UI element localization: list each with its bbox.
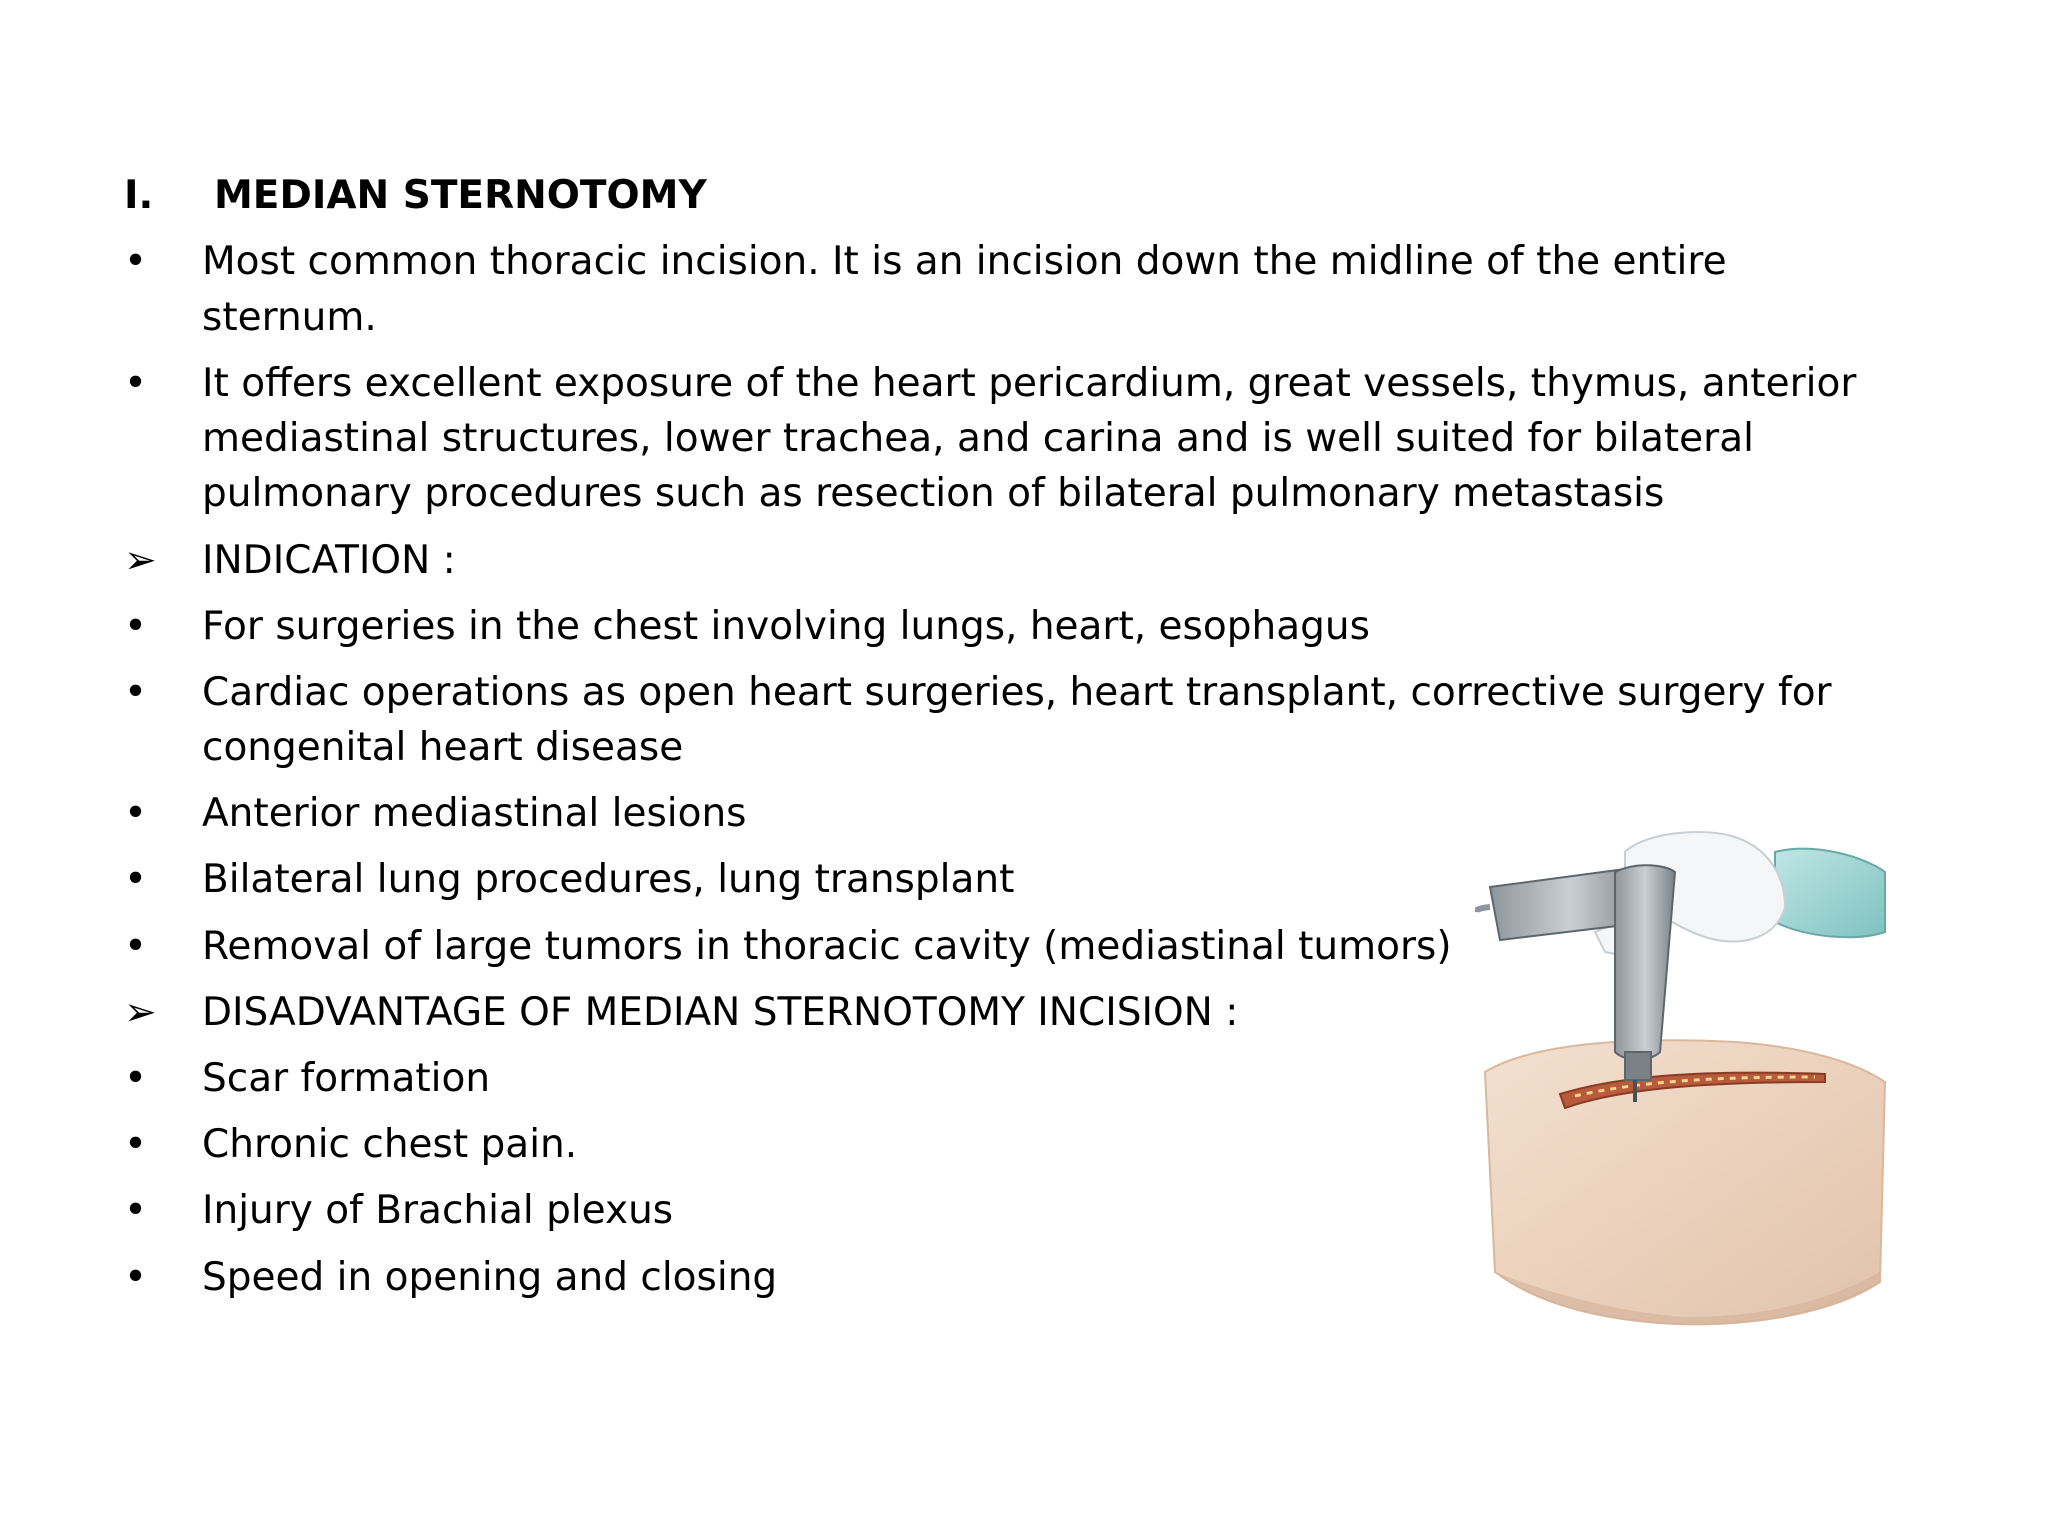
disadvantage-item-3: Injury of Brachial plexus xyxy=(202,1188,674,1233)
intro-bullet-1-line-1: Most common thoracic incision. It is an incision down the midline of the entire xyxy=(202,239,1727,284)
disadvantage-item-4: Speed in opening and closing xyxy=(202,1255,778,1300)
indication-item-2-line-1: Cardiac operations as open heart surgeries, heart transplant, corrective surgery for xyxy=(202,670,1832,715)
intro-bullet-2-line-3: pulmonary procedures such as resection of bilateral pulmonary metastasis xyxy=(202,471,1665,516)
indication-item-3: Anterior mediastinal lesions xyxy=(202,791,747,836)
heading-numeral: I. xyxy=(124,173,154,218)
heading-title: MEDIAN STERNOTOMY xyxy=(214,173,707,218)
saw-cord-line xyxy=(1475,907,1490,912)
bullet-marker: • xyxy=(124,670,148,715)
sleeve-shape xyxy=(1775,849,1885,937)
bullet-marker: • xyxy=(124,604,148,649)
arrow-marker: ➢ xyxy=(124,990,157,1035)
intro-bullet-2-line-1: It offers excellent exposure of the heart pericardium, great vessels, thymus, anterior xyxy=(202,361,1857,406)
bullet-marker: • xyxy=(124,1255,148,1300)
indication-item-5: Removal of large tumors in thoracic cavity (mediastinal tumors) xyxy=(202,924,1452,969)
disadvantage-item-1: Scar formation xyxy=(202,1056,491,1101)
disadvantage-item-2: Chronic chest pain. xyxy=(202,1122,578,1167)
bullet-marker: • xyxy=(124,791,148,836)
sternal-saw-illustration xyxy=(1475,812,1895,1332)
disadvantage-label: DISADVANTAGE OF MEDIAN STERNOTOMY INCISION : xyxy=(202,990,1239,1035)
indication-item-2-line-2: congenital heart disease xyxy=(202,725,684,770)
intro-bullet-1-line-2: sternum. xyxy=(202,295,377,340)
bullet-marker: • xyxy=(124,924,148,969)
saw-blade-shape xyxy=(1625,1052,1651,1080)
intro-bullet-2-line-2: mediastinal structures, lower trachea, and carina and is well suited for bilateral xyxy=(202,416,1754,461)
indication-label: INDICATION : xyxy=(202,538,456,583)
indication-item-1: For surgeries in the chest involving lungs, heart, esophagus xyxy=(202,604,1370,649)
indication-item-4: Bilateral lung procedures, lung transplant xyxy=(202,857,1015,902)
bullet-marker: • xyxy=(124,1188,148,1233)
bullet-marker: • xyxy=(124,1056,148,1101)
bullet-marker: • xyxy=(124,361,148,406)
bullet-marker: • xyxy=(124,239,148,284)
bullet-marker: • xyxy=(124,857,148,902)
saw-body-shape xyxy=(1615,865,1675,1059)
arrow-marker: ➢ xyxy=(124,538,157,583)
bullet-marker: • xyxy=(124,1122,148,1167)
